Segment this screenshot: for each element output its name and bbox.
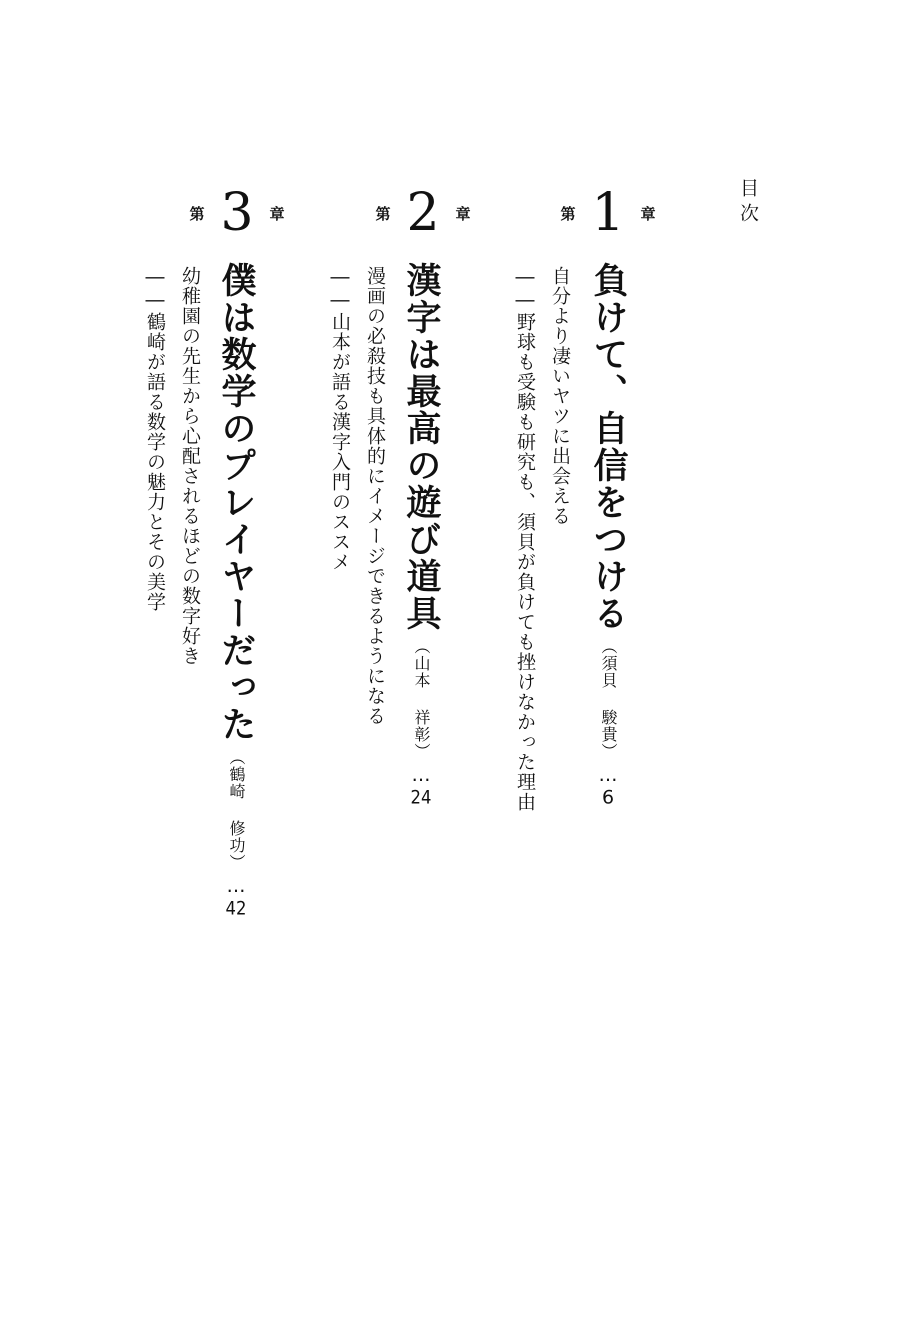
- chapter-1-number: 1: [591, 183, 625, 243]
- chapter-2-suffix: 章: [455, 204, 471, 223]
- chapter-1-dots: …: [597, 764, 619, 788]
- toc-title: 目次: [737, 178, 759, 228]
- chapter-2-page: 24: [410, 788, 432, 807]
- chapter-3-label: [189, 183, 285, 243]
- chapter-1-page: 6: [601, 788, 615, 807]
- chapter-2-pageref: [410, 764, 432, 807]
- chapter-3-prefix: 第: [189, 204, 205, 223]
- chapter-3-page: 42: [225, 899, 247, 918]
- chapter-1-pageref: [597, 764, 619, 807]
- chapter-1-suffix: 章: [640, 204, 656, 223]
- chapter-3-byline: ――鶴崎が語る数学の魅力とその美学: [144, 266, 166, 612]
- chapter-3-suffix: 章: [269, 204, 285, 223]
- chapter-1-subtitle: 自分より凄いヤツに出会える: [549, 266, 571, 526]
- chapter-2-author: （山本 祥彰）: [412, 638, 431, 760]
- chapter-3-number: 3: [220, 183, 254, 243]
- chapter-3-dots: …: [225, 875, 247, 899]
- chapter-1-label: [560, 183, 656, 243]
- chapter-2-prefix: 第: [375, 204, 391, 223]
- chapter-1-title: 負けて、自信をつける: [588, 262, 628, 632]
- chapter-1-byline: ――野球も受験も研究も、須貝が負けても挫けなかった理由: [514, 266, 536, 812]
- chapter-2-byline: ――山本が語る漢字入門のススメ: [329, 266, 351, 572]
- chapter-3-subtitle: 幼稚園の先生から心配されるほどの数字好き: [179, 266, 201, 666]
- chapter-3-entry[interactable]: [216, 262, 256, 918]
- chapter-2-subtitle: 漫画の必殺技も具体的にイメージできるようになる: [364, 266, 386, 726]
- chapter-3-pageref: [225, 875, 247, 918]
- chapter-3-title: 僕は数学のプレイヤーだった: [216, 262, 256, 743]
- chapter-3-author: （鶴崎 修功）: [227, 749, 246, 871]
- chapter-2-dots: …: [410, 764, 432, 788]
- chapter-2-number: 2: [406, 183, 440, 243]
- chapter-2-entry[interactable]: [401, 262, 441, 807]
- chapter-1-entry[interactable]: [588, 262, 628, 807]
- chapter-2-title: 漢字は最高の遊び道具: [401, 262, 441, 632]
- chapter-1-author: （須貝 駿貴）: [599, 638, 618, 760]
- chapter-1-prefix: 第: [560, 204, 576, 223]
- chapter-2-label: [375, 183, 471, 243]
